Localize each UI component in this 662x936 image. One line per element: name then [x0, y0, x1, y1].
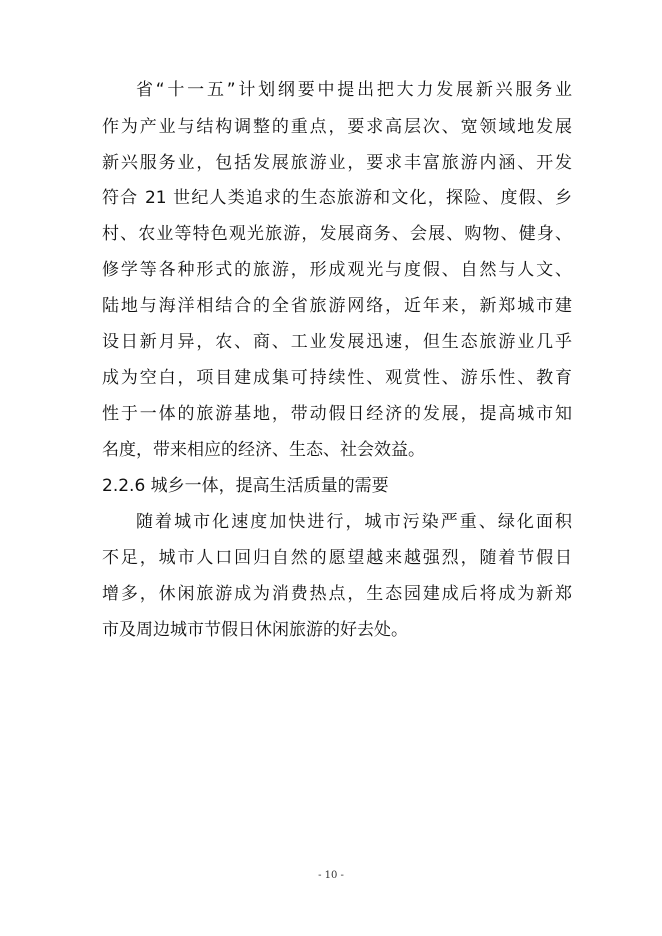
paragraph-line: 性于一体的旅游基地，带动假日经济的发展，提高城市知 — [102, 404, 572, 424]
paragraph-line: 新兴服务业，包括发展旅游业，要求丰富旅游内涵、开发 — [102, 153, 572, 173]
paragraph-line: 不足，城市人口回归自然的愿望越来越强烈，随着节假日 — [102, 548, 572, 568]
paragraph-line: 成为空白，项目建成集可持续性、观赏性、游乐性、教育 — [102, 368, 572, 388]
paragraph-line: 增多，休闲旅游成为消费热点，生态园建成后将成为新郑 — [102, 584, 572, 604]
paragraph-line: 市及周边城市节假日休闲旅游的好去处。 — [102, 620, 408, 640]
page-number: - 10 - — [318, 870, 344, 881]
paragraph-line: 修学等各种形式的旅游，形成观光与度假、自然与人文、 — [102, 260, 572, 280]
paragraph-line: 作为产业与结构调整的重点，要求高层次、宽领域地发展 — [102, 117, 572, 137]
paragraph-line: 村、农业等特色观光旅游，发展商务、会展、购物、健身、 — [102, 224, 572, 244]
paragraph-line: 符合 21 世纪人类追求的生态旅游和文化，探险、度假、乡 — [102, 188, 572, 208]
paragraph-line: 名度，带来相应的经济、生态、社会效益。 — [102, 440, 425, 460]
section-heading: 2.2.6 城乡一体，提高生活质量的需要 — [102, 476, 389, 496]
paragraph-line: 随着城市化速度加快进行，城市污染严重、绿化面积 — [136, 512, 572, 532]
paragraph-line: 省“十一五”计划纲要中提出把大力发展新兴服务业 — [136, 80, 572, 100]
paragraph-line: 设日新月异，农、商、工业发展迅速，但生态旅游业几乎 — [102, 332, 572, 352]
paragraph-line: 陆地与海洋相结合的全省旅游网络，近年来，新郑城市建 — [102, 296, 572, 316]
